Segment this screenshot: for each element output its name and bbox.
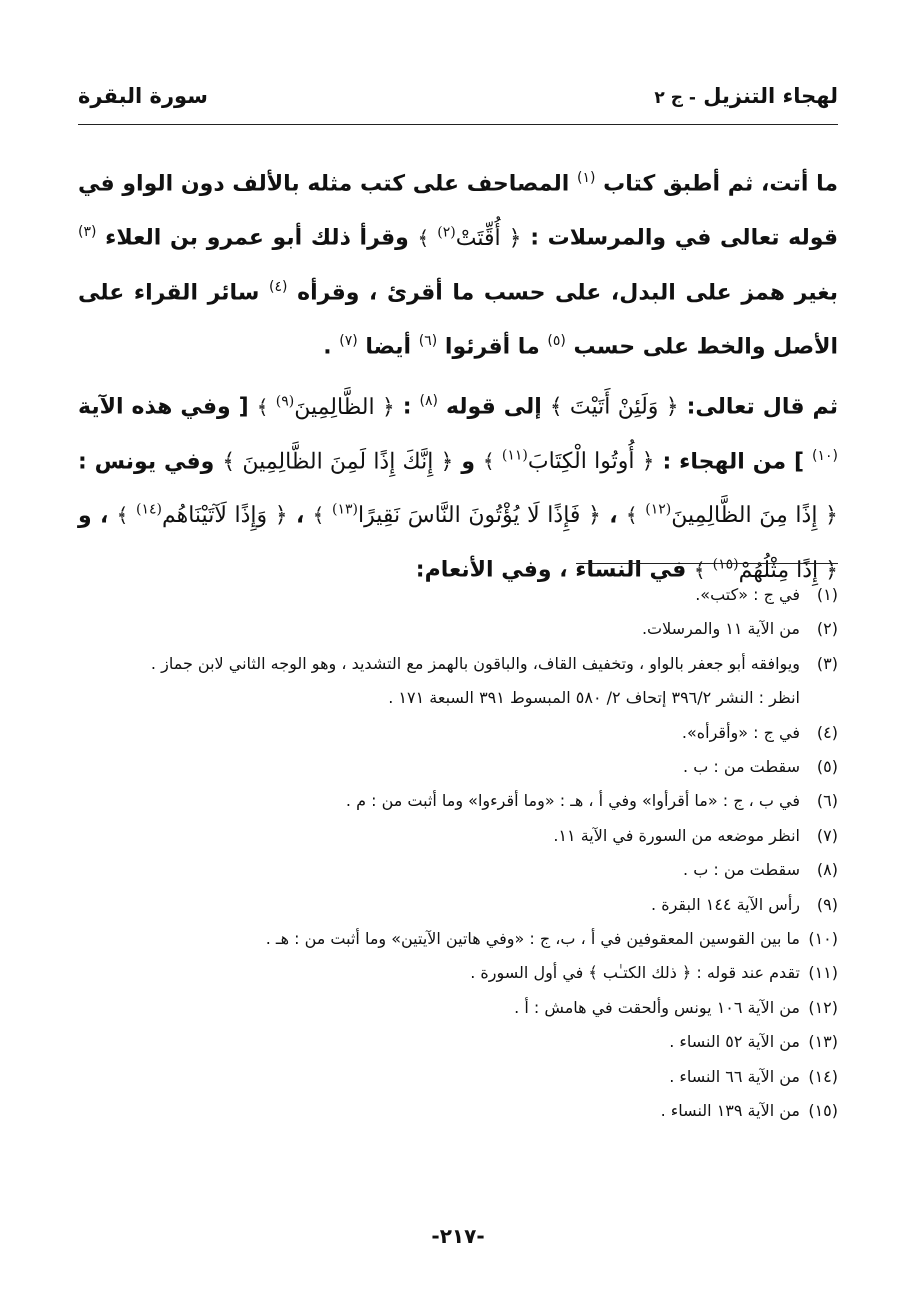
- text-run: ] من الهجاء :: [662, 448, 805, 474]
- footnote-13: [78, 1025, 838, 1059]
- text-run: ما أقرئوا: [444, 334, 540, 360]
- text-run: بغير همز على البدل، على حسب ما أقرئ ، وقرأه: [297, 279, 838, 305]
- footnote-text: من الآية ١٣٩ النساء .: [660, 1101, 800, 1121]
- note-ref: (١١): [501, 447, 528, 464]
- text-run: ثم قال تعالى:: [686, 394, 838, 420]
- footnote-number: (٩): [816, 894, 838, 914]
- quote-close: ﴾: [482, 448, 495, 473]
- footnote-2: [78, 612, 838, 646]
- footnotes: [78, 578, 838, 1129]
- footnote-5: [78, 750, 838, 784]
- text-run: .: [323, 334, 332, 360]
- quote-text: ﴿ وَإِذًا لَآتَيْنَاهُم: [161, 503, 288, 529]
- page-number: -٢١٧-: [431, 1224, 485, 1248]
- note-ref: (٧): [339, 332, 358, 349]
- quote-close: ﴾: [693, 557, 706, 582]
- note-ref: (٩): [275, 393, 295, 410]
- running-header: [78, 84, 838, 118]
- text-run: إلى قوله: [445, 394, 542, 420]
- book-title-text: لهجاء التنزيل: [703, 84, 838, 108]
- text-run: ،: [295, 503, 305, 529]
- footnote-number: (١٠): [808, 929, 838, 949]
- quran-quote: [313, 503, 601, 528]
- footnote-text: ويوافقه أبو جعفر بالواو ، وتخفيف القاف، والباقون بالهمز مع التشديد ، وهو الوجه الثاني لابن جماز .: [150, 653, 800, 673]
- footnote-14: [78, 1060, 838, 1094]
- note-ref: (٥): [547, 332, 566, 349]
- note-ref: (١٢): [645, 501, 672, 518]
- text-run: ،: [609, 503, 618, 529]
- footnote-number: (٨): [816, 860, 838, 880]
- text-run: ما أتت، ثم أطبق كتاب: [603, 171, 838, 197]
- footnote-text: في ج : «وأقرأه».: [681, 722, 800, 742]
- quran-quote: ﴿ وَلَئِنْ أَتَيْتَ ﴾: [549, 394, 679, 420]
- footnote-8: [78, 853, 838, 887]
- quran-quote: [257, 395, 395, 420]
- text-run: أيضا: [365, 334, 412, 360]
- footnote-12: [78, 991, 838, 1025]
- footnote-number: (٢): [816, 619, 838, 639]
- footnote-9: [78, 888, 838, 922]
- footnote-1: [78, 578, 838, 612]
- footnote-number: (١): [816, 585, 838, 604]
- text-run: وقرأ ذلك أبو عمرو بن العلاء: [105, 225, 409, 251]
- volume-label: - ج ٢: [654, 88, 696, 108]
- quote-close: ﴾: [625, 503, 638, 528]
- footnote-number: (١١): [808, 963, 838, 983]
- quote-text: ﴿ أُقِّتَتْ: [455, 225, 522, 251]
- note-ref: (٣): [78, 224, 97, 241]
- quote-close: ﴾: [256, 394, 269, 419]
- footnote-text: من الآية ٦٦ النساء .: [669, 1066, 800, 1086]
- text-run: في النساء ، وفي الأنعام:: [415, 557, 687, 583]
- note-ref: (١): [576, 170, 596, 186]
- footnote-11: [78, 956, 838, 990]
- text-run: و: [461, 448, 476, 474]
- note-ref: (٤): [269, 278, 288, 295]
- note-ref: (٦): [418, 332, 438, 349]
- header-rule: [78, 124, 838, 125]
- footnote-number: (١٢): [808, 997, 838, 1017]
- book-title: [654, 84, 838, 108]
- footnote-text: من الآية ٥٢ النساء .: [669, 1032, 800, 1052]
- note-ref: (١٣): [331, 501, 358, 518]
- footnote-15: [78, 1094, 838, 1128]
- footnote-number: (٧): [816, 825, 838, 845]
- footnote-text: تقدم عند قوله : ﴿ ذلك الكتـٰب ﴾ في أول السورة .: [470, 963, 800, 983]
- footnote-3-continuation: انظر : النشر ٣٩٦/٢ إتحاف ٢/ ٥٨٠ المبسوط ٣٩١ السبعة ١٧١ .: [388, 688, 800, 708]
- quote-text: ﴿ أُوتُوا الْكِتَابَ: [527, 448, 655, 474]
- note-ref: (١٥): [712, 556, 739, 573]
- footnote-separator: [576, 563, 838, 564]
- text-run: سائر القراء على الأصل والخط على حسب: [78, 279, 838, 360]
- quote-close: ﴾: [417, 225, 430, 250]
- footnote-text: من الآية ١١ والمرسلات.: [641, 619, 800, 639]
- footnote-text: سقطت من : ب .: [683, 757, 800, 777]
- footnote-number: (٥): [816, 757, 838, 777]
- quran-quote: ﴿ إِنَّكَ إِذًا لَمِنَ الظَّالِمِينَ ﴾: [222, 448, 454, 474]
- page: [78, 70, 838, 1270]
- quote-text: ﴿ الظَّالِمِينَ: [294, 394, 395, 420]
- note-ref: (٨): [419, 393, 438, 410]
- footnote-text: في ج : «كتب».: [695, 585, 800, 604]
- surah-name: سورة البقرة: [78, 84, 208, 108]
- footnote-text: ما بين القوسين المعقوفين في أ ، ب، ج : «وفي هاتين الآيتين» وما أثبت من : هـ .: [265, 929, 800, 949]
- footnote-6: [78, 784, 838, 818]
- quote-close: ﴾: [312, 503, 325, 528]
- footnote-text: من الآية ١٠٦ يونس وألحقت في هامش : أ .: [514, 997, 800, 1017]
- main-text: [78, 154, 838, 595]
- quote-text: ﴿ فَإِذًا لَا يُؤْتُونَ النَّاسَ نَقِيرًا: [357, 503, 601, 529]
- quote-text: ﴿ إِذًا مِثْلُهُمْ: [738, 557, 838, 583]
- quran-quote: [483, 449, 655, 474]
- footnote-text: سقطت من : ب .: [683, 860, 800, 880]
- quran-quote: [418, 226, 522, 251]
- quran-quote: [626, 503, 838, 528]
- footnote-text: انظر موضعه من السورة في الآية ١١.: [553, 825, 800, 845]
- footnote-4: [78, 716, 838, 750]
- footnote-number: (٤): [816, 722, 838, 742]
- text-run: ، و: [78, 503, 109, 529]
- quote-close: ﴾: [116, 503, 129, 528]
- footnote-number: (١٤): [808, 1066, 838, 1086]
- footnote-10: [78, 922, 838, 956]
- note-ref: (٢): [437, 224, 456, 241]
- text-run: [ وفي هذه الآية: [78, 394, 249, 420]
- footnote-text: رأس الآية ١٤٤ البقرة .: [651, 894, 800, 914]
- text-run: المصاحف على كتب مثله بالألف دون الواو في قوله تعالى في والمرسلات :: [78, 171, 838, 251]
- text-run: :: [402, 394, 412, 420]
- text-run: وفي يونس :: [78, 448, 215, 474]
- footnote-text: في ب ، ج : «ما أقرأوا» وفي أ ، هـ : «وما أقرءوا» وما أثبت من : م .: [345, 791, 800, 811]
- footnote-7: [78, 819, 838, 853]
- footnote-number: (١٣): [808, 1032, 838, 1052]
- paragraph-1: [78, 154, 838, 371]
- footnote-3: [78, 647, 838, 681]
- footnote-number: (١٥): [808, 1101, 838, 1121]
- note-ref: (١٠): [811, 447, 838, 464]
- note-ref: (١٤): [135, 501, 162, 518]
- footnote-number: (٣): [816, 653, 838, 673]
- footnote-number: (٦): [816, 791, 838, 811]
- quote-text: ﴿ إِذًا مِنَ الظَّالِمِينَ: [671, 503, 838, 529]
- quran-quote: [117, 503, 288, 528]
